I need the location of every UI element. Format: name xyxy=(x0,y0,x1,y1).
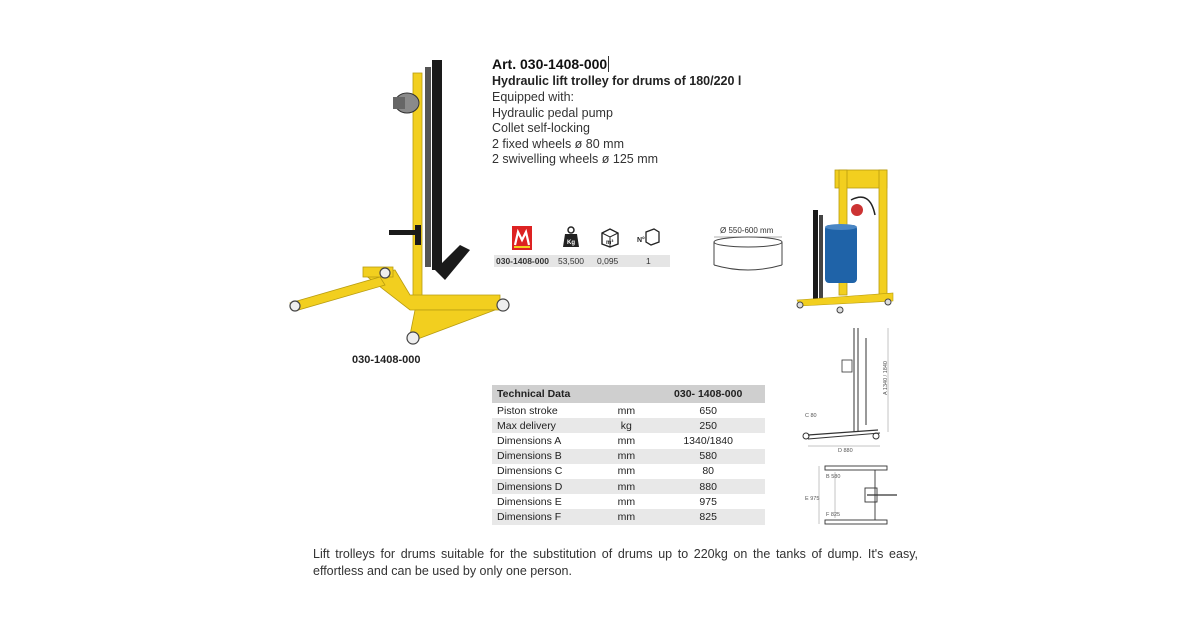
feature-item: Hydraulic pedal pump xyxy=(492,105,613,120)
table-header-model: 030- 1408-000 xyxy=(651,385,765,403)
row-value: 250 xyxy=(651,418,765,433)
spec-weight: 53,500 xyxy=(558,256,584,266)
spec-code: 030-1408-000 xyxy=(496,256,549,266)
pieces-box-icon xyxy=(636,226,660,248)
table-row xyxy=(492,494,765,509)
row-value: 580 xyxy=(651,449,765,464)
drawing-label-b: B 580 xyxy=(826,474,841,480)
feature-item: Collet self-locking xyxy=(492,121,590,135)
table-row xyxy=(492,464,765,479)
table-header-title: Technical Data xyxy=(492,385,651,403)
article-number-title: Art. 030-1408-000 xyxy=(492,56,608,72)
svg-text:m³: m³ xyxy=(606,240,614,246)
table-header-row xyxy=(492,385,765,403)
product-description: Lift trolleys for drums suitable for the substitution of drums up to 220kg on the tanks of dump. It's easy, effortless and can be used by only one person. xyxy=(313,547,918,578)
drawing-label-f: F 825 xyxy=(826,512,841,518)
table-row xyxy=(492,403,765,418)
brand-logo-icon xyxy=(512,226,532,250)
row-unit: mm xyxy=(617,404,636,417)
table-row xyxy=(492,418,765,433)
row-label: Max delivery xyxy=(492,418,601,433)
spec-pieces: 1 xyxy=(646,256,651,266)
row-label: Piston stroke xyxy=(497,404,558,417)
volume-m3-icon xyxy=(600,226,620,248)
row-value: 975 xyxy=(699,495,717,508)
technical-drawing-side xyxy=(798,320,910,455)
row-value: 880 xyxy=(651,479,765,494)
svg-text:Kg: Kg xyxy=(567,240,575,246)
row-label: Dimensions B xyxy=(492,449,601,464)
drum-diameter-label: Ø 550-600 mm xyxy=(720,226,774,235)
product-image-caption: 030-1408-000 xyxy=(352,354,421,366)
row-label: Dimensions C xyxy=(497,465,563,478)
drawing-label-c: C 80 xyxy=(805,413,817,419)
drawing-label-d: D 880 xyxy=(838,448,853,454)
spec-row xyxy=(494,255,670,267)
row-label: Dimensions D xyxy=(492,479,601,494)
row-value: 1340/1840 xyxy=(683,434,733,447)
row-unit: mm xyxy=(617,495,636,508)
spec-volume: 0,095 xyxy=(597,256,619,266)
drawing-label-a: A 1340 / 1840 xyxy=(883,361,889,395)
table-row xyxy=(492,433,765,448)
feature-item: Equipped with: xyxy=(492,90,575,104)
feature-item: 2 fixed wheels ø 80 mm xyxy=(492,136,624,151)
row-unit: mm xyxy=(601,449,651,464)
row-unit: kg xyxy=(601,418,651,433)
row-unit: mm xyxy=(601,509,651,524)
table-row xyxy=(492,449,765,464)
drum-diagram xyxy=(708,235,788,273)
weight-kg-icon xyxy=(562,226,580,248)
row-value: 650 xyxy=(699,404,717,417)
table-row xyxy=(492,509,765,524)
row-label: Dimensions F xyxy=(492,509,601,524)
table-row xyxy=(492,479,765,494)
technical-drawing-top xyxy=(805,460,905,535)
drawing-label-e: E 975 xyxy=(805,496,820,502)
feature-item: 2 swivelling wheels ø 125 mm xyxy=(492,152,659,166)
feature-list xyxy=(492,90,658,168)
product-subtitle: Hydraulic lift trolley for drums of 180/220 l xyxy=(492,74,742,88)
row-unit: mm xyxy=(601,479,651,494)
row-label: Dimensions A xyxy=(497,434,562,447)
row-unit: mm xyxy=(617,434,636,447)
row-value: 80 xyxy=(702,465,715,478)
row-label: Dimensions E xyxy=(497,495,562,508)
technical-data-table xyxy=(492,385,765,525)
product-image-trolley xyxy=(285,55,525,350)
product-image-with-drum xyxy=(795,165,895,315)
svg-text:N°: N° xyxy=(637,237,645,244)
row-value: 825 xyxy=(651,509,765,524)
row-unit: mm xyxy=(617,465,636,478)
